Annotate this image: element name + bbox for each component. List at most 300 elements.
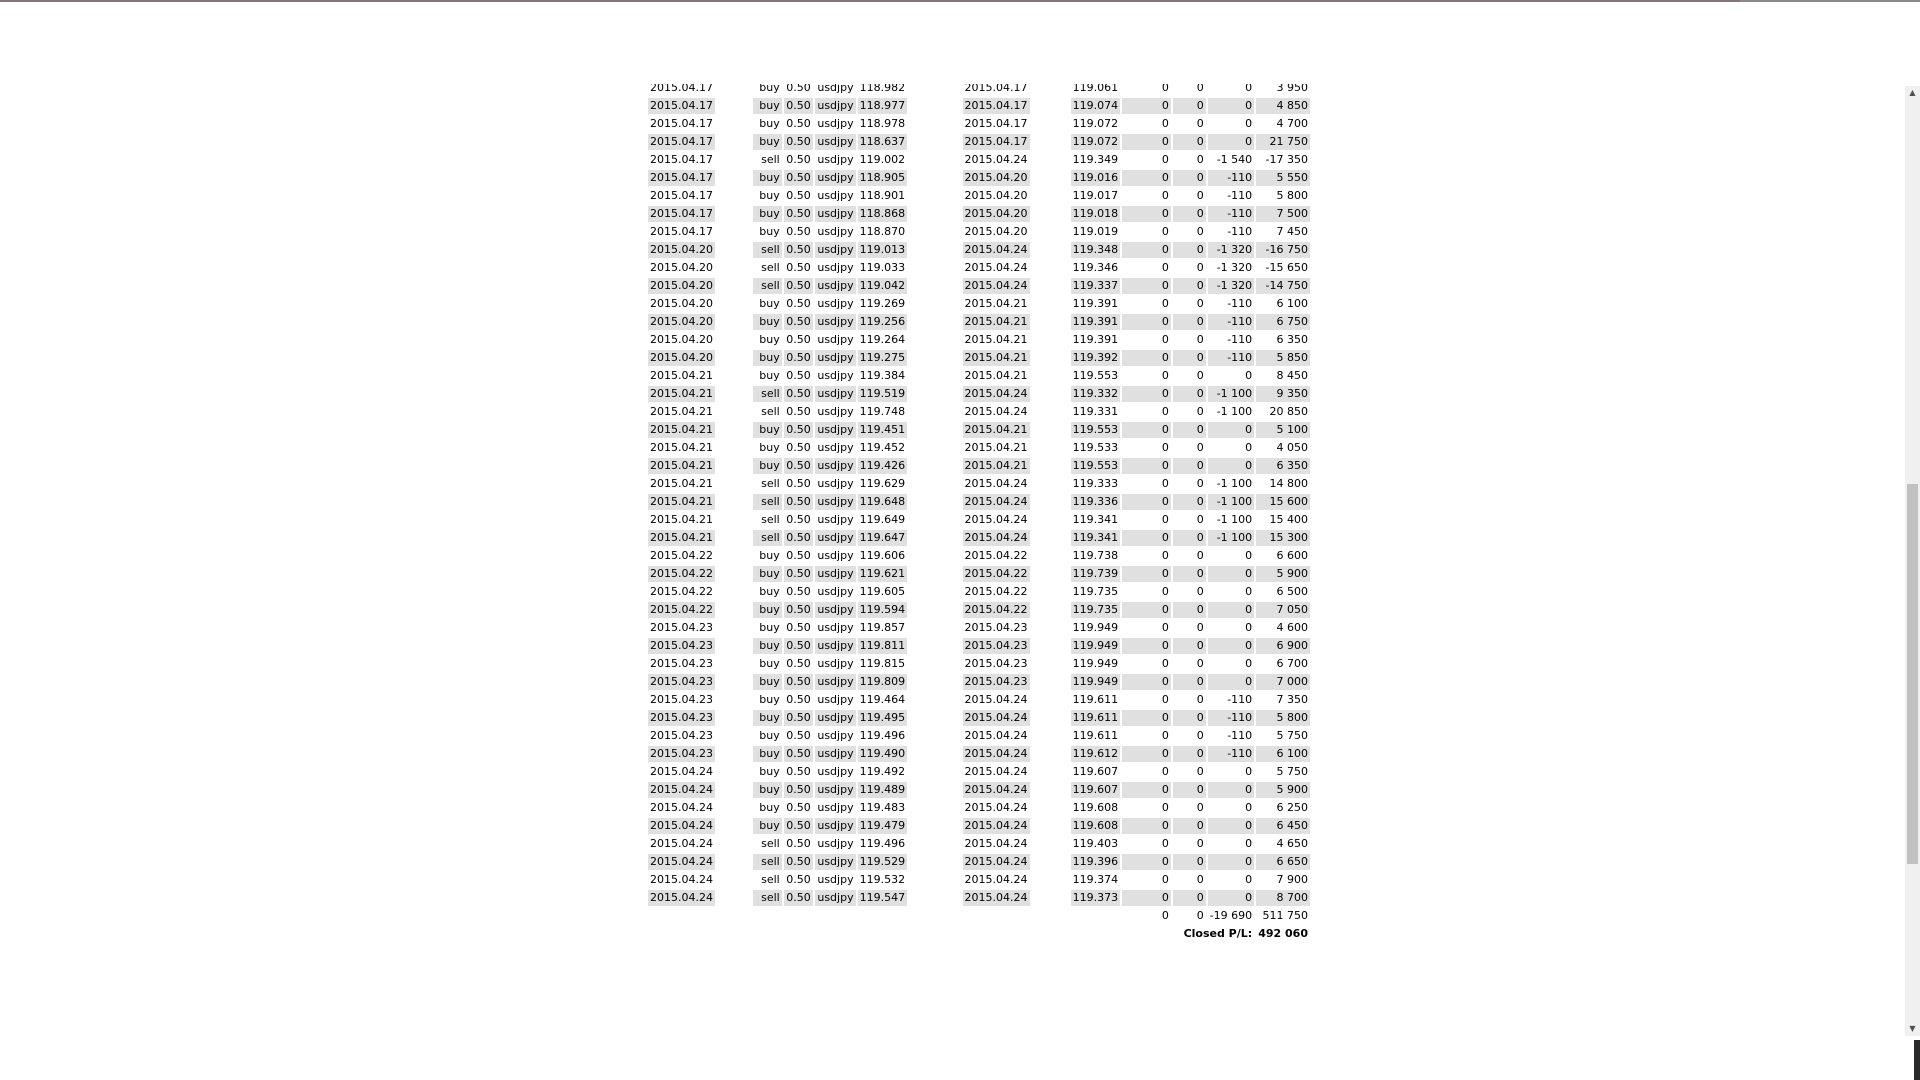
size-cell: 0.50 bbox=[784, 170, 814, 186]
close-price-cell: 119.016 bbox=[1072, 171, 1119, 184]
table-row bbox=[648, 512, 1310, 528]
commission-cell: 0 bbox=[1122, 278, 1171, 294]
item-cell: usdjpy bbox=[817, 891, 854, 904]
spacer-cell bbox=[717, 494, 751, 510]
spacer-cell bbox=[909, 242, 960, 258]
close-price-cell: 119.735 bbox=[1072, 585, 1119, 598]
taxes-cell: 0 bbox=[1196, 333, 1204, 346]
table-row bbox=[648, 872, 1310, 888]
swap-cell: -110 bbox=[1208, 206, 1254, 222]
type-cell: buy bbox=[753, 710, 782, 726]
close-price-cell: 119.072 bbox=[1072, 117, 1119, 130]
item-cell: usdjpy bbox=[817, 387, 854, 400]
commission-cell: 0 bbox=[1161, 153, 1169, 166]
close-price-cell: 119.553 bbox=[1072, 459, 1119, 472]
open-price-cell: 118.905 bbox=[859, 171, 906, 184]
swap-cell: -1 100 bbox=[1216, 513, 1253, 526]
profit-cell: 15 400 bbox=[1269, 513, 1308, 526]
close-time-cell: 2015.04.20 bbox=[964, 171, 1028, 184]
open-time-cell: 2015.04.20 bbox=[650, 351, 713, 364]
spacer-cell bbox=[717, 782, 751, 798]
item-cell: usdjpy bbox=[817, 693, 854, 706]
size-cell: 0.50 bbox=[786, 729, 811, 742]
item-cell: usdjpy bbox=[817, 819, 854, 832]
type-cell: buy bbox=[759, 657, 780, 670]
close-time-cell: 2015.04.24 bbox=[964, 531, 1028, 544]
profit-cell: -14 750 bbox=[1256, 278, 1310, 294]
close-time-cell: 2015.04.20 bbox=[964, 207, 1028, 220]
spacer-cell bbox=[717, 98, 751, 114]
swap-cell: -110 bbox=[1208, 170, 1254, 186]
type-cell: buy bbox=[759, 549, 780, 562]
profit-cell: -17 350 bbox=[1265, 153, 1308, 166]
profit-cell: -16 750 bbox=[1256, 242, 1310, 258]
spacer-cell bbox=[1032, 674, 1069, 690]
close-price-cell: 119.396 bbox=[1072, 855, 1119, 868]
profit-cell: 5 800 bbox=[1276, 189, 1308, 202]
table-row bbox=[648, 710, 1310, 726]
swap-cell: 0 bbox=[1208, 818, 1254, 834]
spacer-cell bbox=[909, 116, 960, 132]
type-cell: buy bbox=[753, 458, 782, 474]
spacer-cell bbox=[1032, 710, 1069, 726]
item-cell: usdjpy bbox=[817, 297, 854, 310]
commission-cell: 0 bbox=[1161, 513, 1169, 526]
profit-cell: 6 650 bbox=[1256, 854, 1310, 870]
close-price-cell: 119.072 bbox=[1072, 135, 1119, 148]
close-price-cell: 119.739 bbox=[1072, 567, 1119, 580]
type-cell: buy bbox=[753, 134, 782, 150]
spacer-cell bbox=[717, 152, 751, 168]
taxes-cell: 0 bbox=[1196, 549, 1204, 562]
spacer-cell bbox=[717, 854, 751, 870]
spacer-cell bbox=[909, 512, 960, 528]
taxes-cell: 0 bbox=[1196, 153, 1204, 166]
open-time-cell: 2015.04.23 bbox=[650, 621, 713, 634]
taxes-cell: 0 bbox=[1196, 261, 1204, 274]
swap-cell: 0 bbox=[1208, 422, 1254, 438]
close-price-cell: 119.403 bbox=[1072, 837, 1119, 850]
item-cell: usdjpy bbox=[817, 405, 854, 418]
spacer-cell bbox=[717, 890, 751, 906]
open-time-cell: 2015.04.23 bbox=[650, 675, 713, 688]
totals-body bbox=[648, 908, 1310, 942]
spacer-cell bbox=[909, 386, 960, 402]
spacer-cell bbox=[909, 872, 960, 888]
spacer-cell bbox=[717, 836, 751, 852]
open-time-cell: 2015.04.20 bbox=[650, 279, 713, 292]
profit-cell: 6 100 bbox=[1256, 746, 1310, 762]
open-price-cell: 119.547 bbox=[859, 891, 906, 904]
size-cell: 0.50 bbox=[784, 890, 814, 906]
taxes-cell: 0 bbox=[1196, 621, 1204, 634]
commission-cell: 0 bbox=[1122, 458, 1171, 474]
type-cell: sell bbox=[753, 530, 782, 546]
size-cell: 0.50 bbox=[784, 818, 814, 834]
spacer-cell bbox=[717, 134, 751, 150]
close-time-cell: 2015.04.22 bbox=[964, 549, 1028, 562]
spacer-cell bbox=[909, 656, 960, 672]
close-price-cell: 119.612 bbox=[1072, 747, 1119, 760]
table-row bbox=[648, 84, 1310, 96]
type-cell: buy bbox=[753, 638, 782, 654]
spacer-cell bbox=[1032, 206, 1069, 222]
open-price-cell: 119.479 bbox=[859, 819, 906, 832]
swap-cell: -110 bbox=[1227, 333, 1253, 346]
open-time-cell: 2015.04.23 bbox=[650, 693, 713, 706]
open-time-cell: 2015.04.20 bbox=[650, 297, 713, 310]
close-time-cell: 2015.04.24 bbox=[964, 819, 1028, 832]
size-cell: 0.50 bbox=[784, 566, 814, 582]
profit-cell: 7 500 bbox=[1256, 206, 1310, 222]
type-cell: buy bbox=[759, 693, 780, 706]
open-time-cell: 2015.04.17 bbox=[650, 225, 713, 238]
item-cell: usdjpy bbox=[817, 477, 854, 490]
taxes-cell: 0 bbox=[1173, 818, 1206, 834]
swap-cell: -110 bbox=[1208, 746, 1254, 762]
swap-cell: 0 bbox=[1245, 549, 1253, 562]
close-time-cell: 2015.04.23 bbox=[964, 657, 1028, 670]
commission-cell: 0 bbox=[1161, 189, 1169, 202]
size-cell: 0.50 bbox=[786, 405, 811, 418]
item-cell: usdjpy bbox=[817, 621, 854, 634]
type-cell: buy bbox=[753, 206, 782, 222]
window-top-border bbox=[0, 0, 1920, 2]
taxes-cell: 0 bbox=[1173, 170, 1206, 186]
swap-cell: -110 bbox=[1227, 225, 1253, 238]
table-row bbox=[648, 296, 1310, 312]
size-cell: 0.50 bbox=[784, 458, 814, 474]
open-price-cell: 119.532 bbox=[859, 873, 906, 886]
spacer-cell bbox=[1032, 836, 1069, 852]
profit-cell: 6 100 bbox=[1276, 297, 1308, 310]
type-cell: sell bbox=[761, 873, 780, 886]
spacer-cell bbox=[717, 746, 751, 762]
size-cell: 0.50 bbox=[786, 261, 811, 274]
profit-cell: 4 650 bbox=[1276, 837, 1308, 850]
open-price-cell: 119.490 bbox=[859, 747, 906, 760]
open-time-cell: 2015.04.23 bbox=[650, 729, 713, 742]
taxes-cell: 0 bbox=[1173, 206, 1206, 222]
item-cell: usdjpy bbox=[817, 675, 854, 688]
item-cell: usdjpy bbox=[817, 657, 854, 670]
item-cell: usdjpy bbox=[817, 801, 854, 814]
size-cell: 0.50 bbox=[786, 873, 811, 886]
item-cell: usdjpy bbox=[817, 603, 854, 616]
spacer-cell bbox=[909, 260, 960, 276]
close-price-cell: 119.611 bbox=[1072, 711, 1119, 724]
vertical-scrollbar[interactable] bbox=[1905, 86, 1920, 1036]
size-cell: 0.50 bbox=[784, 206, 814, 222]
size-cell: 0.50 bbox=[784, 314, 814, 330]
open-price-cell: 119.496 bbox=[859, 837, 906, 850]
close-time-cell: 2015.04.24 bbox=[964, 801, 1028, 814]
swap-cell: -110 bbox=[1208, 350, 1254, 366]
close-price-cell: 119.949 bbox=[1072, 657, 1119, 670]
open-time-cell: 2015.04.21 bbox=[650, 459, 713, 472]
type-cell: buy bbox=[753, 818, 782, 834]
close-time-cell: 2015.04.21 bbox=[964, 333, 1028, 346]
commission-cell: 0 bbox=[1122, 746, 1171, 762]
close-time-cell: 2015.04.24 bbox=[964, 279, 1028, 292]
spacer-cell bbox=[717, 728, 751, 744]
close-time-cell: 2015.04.24 bbox=[964, 405, 1028, 418]
commission-cell: 0 bbox=[1161, 837, 1169, 850]
spacer-cell bbox=[717, 332, 751, 348]
open-price-cell: 119.042 bbox=[859, 279, 906, 292]
commission-cell: 0 bbox=[1122, 206, 1171, 222]
item-cell: usdjpy bbox=[817, 117, 854, 130]
profit-cell: 15 300 bbox=[1256, 530, 1310, 546]
type-cell: buy bbox=[759, 729, 780, 742]
item-cell: usdjpy bbox=[817, 261, 854, 274]
open-time-cell: 2015.04.23 bbox=[650, 747, 713, 760]
type-cell: buy bbox=[753, 746, 782, 762]
close-time-cell: 2015.04.24 bbox=[964, 513, 1028, 526]
spacer-cell bbox=[1032, 494, 1069, 510]
spacer-cell bbox=[1032, 584, 1069, 600]
close-time-cell: 2015.04.24 bbox=[964, 693, 1028, 706]
table-row bbox=[648, 530, 1310, 546]
spacer-cell bbox=[717, 422, 751, 438]
close-price-cell: 119.017 bbox=[1072, 189, 1119, 202]
size-cell: 0.50 bbox=[786, 297, 811, 310]
open-price-cell: 118.868 bbox=[859, 207, 906, 220]
spacer-cell bbox=[909, 368, 960, 384]
table-row bbox=[648, 620, 1310, 636]
close-time-cell: 2015.04.24 bbox=[964, 729, 1028, 742]
commission-cell: 0 bbox=[1161, 801, 1169, 814]
spacer-cell bbox=[909, 674, 960, 690]
spacer-cell bbox=[909, 836, 960, 852]
spacer-cell bbox=[909, 314, 960, 330]
close-time-cell: 2015.04.24 bbox=[964, 711, 1028, 724]
scroll-up-arrow-icon[interactable]: ▲ bbox=[1909, 88, 1916, 97]
spacer-cell bbox=[717, 530, 751, 546]
taxes-cell: 0 bbox=[1196, 801, 1204, 814]
swap-cell: 0 bbox=[1245, 801, 1253, 814]
profit-cell: 6 450 bbox=[1256, 818, 1310, 834]
open-time-cell: 2015.04.24 bbox=[650, 765, 713, 778]
swap-cell: -1 320 bbox=[1208, 242, 1254, 258]
swap-cell: 0 bbox=[1208, 890, 1254, 906]
close-time-cell: 2015.04.24 bbox=[964, 243, 1028, 256]
commission-cell: 0 bbox=[1122, 242, 1171, 258]
size-cell: 0.50 bbox=[786, 117, 811, 130]
spacer-cell bbox=[1032, 854, 1069, 870]
open-time-cell: 2015.04.21 bbox=[650, 405, 713, 418]
profit-cell: 5 900 bbox=[1256, 782, 1310, 798]
swap-cell: 0 bbox=[1245, 873, 1253, 886]
profit-cell: 6 350 bbox=[1256, 458, 1310, 474]
open-time-cell: 2015.04.17 bbox=[650, 171, 713, 184]
item-cell: usdjpy bbox=[817, 837, 854, 850]
spacer-cell bbox=[1032, 188, 1069, 204]
profit-cell: 5 750 bbox=[1276, 729, 1308, 742]
profit-cell: 8 450 bbox=[1276, 369, 1308, 382]
close-price-cell: 119.608 bbox=[1072, 801, 1119, 814]
close-time-cell: 2015.04.24 bbox=[964, 477, 1028, 490]
commission-cell: 0 bbox=[1161, 729, 1169, 742]
swap-cell: -110 bbox=[1227, 297, 1253, 310]
commission-cell: 0 bbox=[1122, 890, 1171, 906]
commission-cell: 0 bbox=[1161, 621, 1169, 634]
item-cell: usdjpy bbox=[817, 549, 854, 562]
taxes-cell: 0 bbox=[1173, 314, 1206, 330]
open-time-cell: 2015.04.23 bbox=[650, 639, 713, 652]
close-price-cell: 119.019 bbox=[1072, 225, 1119, 238]
spacer-cell bbox=[717, 764, 751, 780]
size-cell: 0.50 bbox=[786, 585, 811, 598]
item-cell: usdjpy bbox=[817, 441, 854, 454]
open-time-cell: 2015.04.23 bbox=[650, 711, 713, 724]
size-cell: 0.50 bbox=[786, 333, 811, 346]
commission-cell: 0 bbox=[1161, 657, 1169, 670]
close-price-cell: 119.735 bbox=[1072, 603, 1119, 616]
spacer-cell bbox=[909, 800, 960, 816]
open-price-cell: 119.002 bbox=[859, 153, 906, 166]
close-price-cell: 119.949 bbox=[1072, 639, 1119, 652]
open-price-cell: 119.256 bbox=[859, 315, 906, 328]
commission-cell: 0 bbox=[1122, 170, 1171, 186]
spacer-cell bbox=[1032, 278, 1069, 294]
window-top-accent bbox=[0, 0, 1740, 2]
close-time-cell: 2015.04.21 bbox=[964, 351, 1028, 364]
swap-cell: 0 bbox=[1245, 84, 1253, 94]
open-time-cell: 2015.04.24 bbox=[650, 855, 713, 868]
total-taxes: 0 bbox=[1196, 909, 1204, 922]
window-corner-edge bbox=[1914, 1040, 1920, 1080]
spacer-cell bbox=[717, 84, 751, 96]
table-row bbox=[648, 332, 1310, 348]
spacer-cell bbox=[1032, 890, 1069, 906]
item-cell: usdjpy bbox=[817, 207, 854, 220]
swap-cell: 0 bbox=[1245, 765, 1253, 778]
close-price-cell: 119.074 bbox=[1072, 99, 1119, 112]
taxes-cell: 0 bbox=[1196, 369, 1204, 382]
spacer-cell bbox=[717, 818, 751, 834]
spacer-cell bbox=[1032, 404, 1069, 420]
profit-cell: 20 850 bbox=[1269, 405, 1308, 418]
type-cell: sell bbox=[753, 854, 782, 870]
size-cell: 0.50 bbox=[784, 674, 814, 690]
table-row bbox=[648, 890, 1310, 906]
commission-cell: 0 bbox=[1161, 84, 1169, 94]
close-price-cell: 119.949 bbox=[1072, 675, 1119, 688]
type-cell: buy bbox=[753, 314, 782, 330]
spacer-cell bbox=[909, 548, 960, 564]
close-price-cell: 119.608 bbox=[1072, 819, 1119, 832]
swap-cell: -1 100 bbox=[1208, 494, 1254, 510]
commission-cell: 0 bbox=[1161, 477, 1169, 490]
open-price-cell: 119.648 bbox=[859, 495, 906, 508]
swap-cell: 0 bbox=[1208, 602, 1254, 618]
size-cell: 0.50 bbox=[786, 189, 811, 202]
commission-cell: 0 bbox=[1122, 494, 1171, 510]
profit-cell: 15 600 bbox=[1256, 494, 1310, 510]
close-time-cell: 2015.04.23 bbox=[964, 639, 1028, 652]
spacer-cell bbox=[1032, 368, 1069, 384]
swap-cell: -110 bbox=[1208, 314, 1254, 330]
table-row bbox=[648, 224, 1310, 240]
item-cell: usdjpy bbox=[817, 873, 854, 886]
scroll-thumb[interactable] bbox=[1907, 484, 1918, 864]
swap-cell: 0 bbox=[1245, 585, 1253, 598]
close-price-cell: 119.341 bbox=[1072, 513, 1119, 526]
table-row bbox=[648, 674, 1310, 690]
table-row bbox=[648, 242, 1310, 258]
table-row bbox=[648, 260, 1310, 276]
close-price-cell: 119.349 bbox=[1072, 153, 1119, 166]
close-time-cell: 2015.04.21 bbox=[964, 459, 1028, 472]
profit-cell: 8 700 bbox=[1256, 890, 1310, 906]
table-row bbox=[648, 116, 1310, 132]
type-cell: buy bbox=[759, 585, 780, 598]
commission-cell: 0 bbox=[1122, 782, 1171, 798]
type-cell: buy bbox=[753, 422, 782, 438]
open-price-cell: 119.496 bbox=[859, 729, 906, 742]
open-price-cell: 119.605 bbox=[859, 585, 906, 598]
open-time-cell: 2015.04.20 bbox=[650, 315, 713, 328]
size-cell: 0.50 bbox=[786, 477, 811, 490]
close-time-cell: 2015.04.22 bbox=[964, 603, 1028, 616]
size-cell: 0.50 bbox=[784, 422, 814, 438]
spacer-cell bbox=[717, 602, 751, 618]
size-cell: 0.50 bbox=[786, 153, 811, 166]
spacer-cell bbox=[909, 224, 960, 240]
commission-cell: 0 bbox=[1122, 350, 1171, 366]
item-cell: usdjpy bbox=[817, 153, 854, 166]
taxes-cell: 0 bbox=[1173, 854, 1206, 870]
spacer-cell bbox=[909, 152, 960, 168]
taxes-cell: 0 bbox=[1196, 873, 1204, 886]
size-cell: 0.50 bbox=[784, 386, 814, 402]
spacer-cell bbox=[717, 638, 751, 654]
close-price-cell: 119.332 bbox=[1072, 387, 1119, 400]
spacer-cell bbox=[909, 350, 960, 366]
profit-cell: 4 600 bbox=[1276, 621, 1308, 634]
spacer-cell bbox=[717, 404, 751, 420]
commission-cell: 0 bbox=[1122, 530, 1171, 546]
close-price-cell: 119.346 bbox=[1072, 261, 1119, 274]
close-price-cell: 119.061 bbox=[1072, 84, 1119, 94]
open-time-cell: 2015.04.21 bbox=[650, 423, 713, 436]
type-cell: buy bbox=[759, 333, 780, 346]
total-commission: 0 bbox=[1161, 909, 1169, 922]
open-price-cell: 119.815 bbox=[859, 657, 906, 670]
spacer-cell bbox=[909, 746, 960, 762]
commission-cell: 0 bbox=[1122, 134, 1171, 150]
size-cell: 0.50 bbox=[784, 602, 814, 618]
table-row bbox=[648, 746, 1310, 762]
open-price-cell: 118.901 bbox=[859, 189, 906, 202]
spacer-cell bbox=[717, 458, 751, 474]
open-price-cell: 119.529 bbox=[859, 855, 906, 868]
spacer-cell bbox=[1032, 170, 1069, 186]
taxes-cell: 0 bbox=[1196, 441, 1204, 454]
swap-cell: -1 100 bbox=[1216, 477, 1253, 490]
profit-cell: 14 800 bbox=[1269, 477, 1308, 490]
close-time-cell: 2015.04.17 bbox=[964, 135, 1028, 148]
spacer-cell bbox=[1032, 782, 1069, 798]
size-cell: 0.50 bbox=[784, 278, 814, 294]
spacer-cell bbox=[717, 260, 751, 276]
open-time-cell: 2015.04.21 bbox=[650, 441, 713, 454]
spacer-cell bbox=[1032, 98, 1069, 114]
taxes-cell: 0 bbox=[1173, 98, 1206, 114]
scroll-down-arrow-icon[interactable]: ▼ bbox=[1909, 1024, 1916, 1033]
swap-cell: 0 bbox=[1208, 674, 1254, 690]
